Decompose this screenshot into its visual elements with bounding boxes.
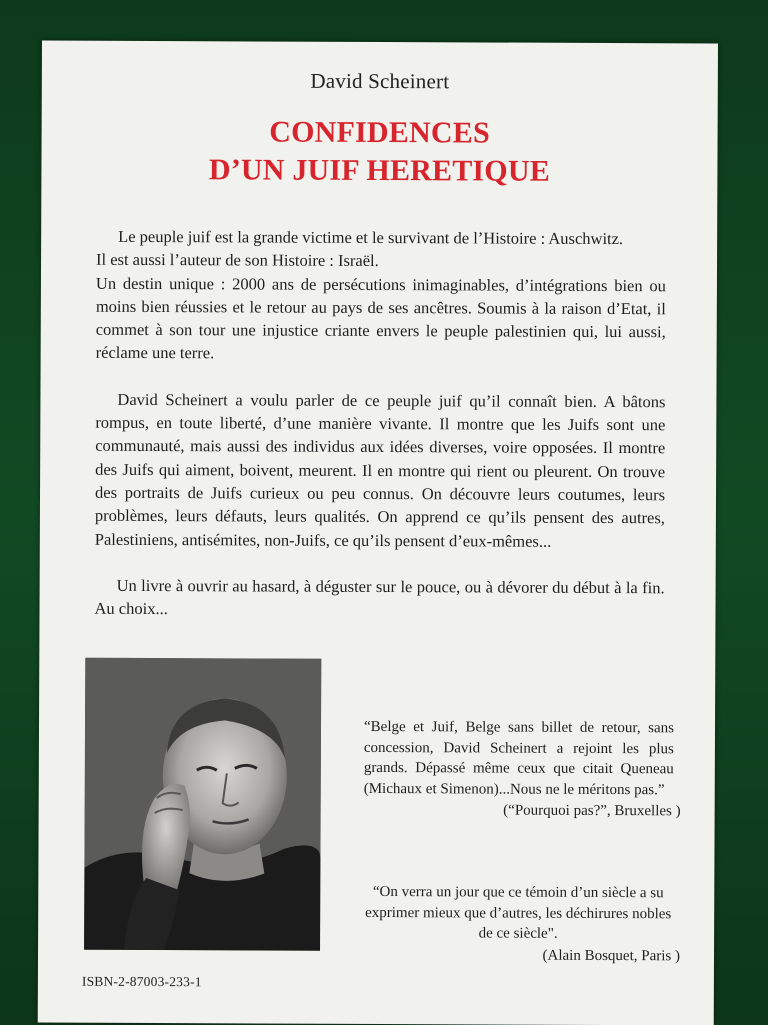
press-quote-1-source: (“Pourquoi pas?”, Bruxelles ) — [503, 802, 681, 820]
press-quote-2: “On verra un jour que ce témoin d’un siècle a su exprimer mieux que d’autres, les déchirures nobles de ce siècle". — [365, 883, 672, 942]
isbn-number: ISBN-2-87003-233-1 — [81, 973, 202, 990]
blurb-paragraph-2: David Scheinert a voulu parler de ce peuple juif qu’il connaît bien. A bâtons rompus, en toute liberté, d’une manière vivante. Il montre que les Juifs sont une communauté, mais aussi des individus aux idées diverses, voire opposées. Il montre des Juifs qui aiment, boivent, meurent. Il en montre qui rient ou pleurent. On trouve des portraits de Juifs curieux ou peu connus. On découvre leurs coutumes, leurs problèmes, leurs défauts, leurs qualités. On apprend ce qu’ils pensent des autres, Palestiniens, antisémites, non-Juifs, ce qu’ils pensent d’eux-mêmes... — [94, 389, 666, 551]
book-back-cover — [38, 41, 718, 1025]
author-portrait — [84, 658, 321, 951]
book-title-line-1: CONFIDENCES — [269, 115, 490, 150]
blurb — [94, 225, 666, 646]
press-quote-2-source: (Alain Bosquet, Paris ) — [542, 947, 681, 965]
blurb-paragraph-3: Un livre à ouvrir au hasard, à déguster sur le pouce, ou à dévorer du début à la fin. Au choix... — [94, 575, 665, 619]
book-title — [41, 113, 717, 192]
blurb-paragraph-1 — [96, 225, 667, 367]
portrait-illustration — [84, 658, 321, 951]
blurb-line: Un destin unique : 2000 ans de persécutions inimaginables, d’intégrations bien ou moins bien réussies et le retour au pays de ses ancêtres. Soumis à la raison d’Etat, il commet à son tour une injustice criante envers le peuple palestinien qui, lui aussi, réclame une terre. — [95, 273, 666, 363]
press-quote-1: “Belge et Juif, Belge sans billet de retour, sans concession, David Scheinert a rejoint les plus grands. Dépassé même ceux que citait Queneau (Michaux et Simenon)...Nous ne le méritons pas.” — [363, 718, 675, 798]
blurb-line: Le peuple juif est la grande victime et le survivant de l’Histoire : Auschwitz. — [118, 226, 624, 249]
blurb-line: Il est aussi l’auteur de son Histoire : Israël. — [96, 250, 379, 271]
book-title-line-2: D’UN JUIF HERETIQUE — [208, 153, 551, 188]
author-name: David Scheinert — [310, 68, 450, 94]
